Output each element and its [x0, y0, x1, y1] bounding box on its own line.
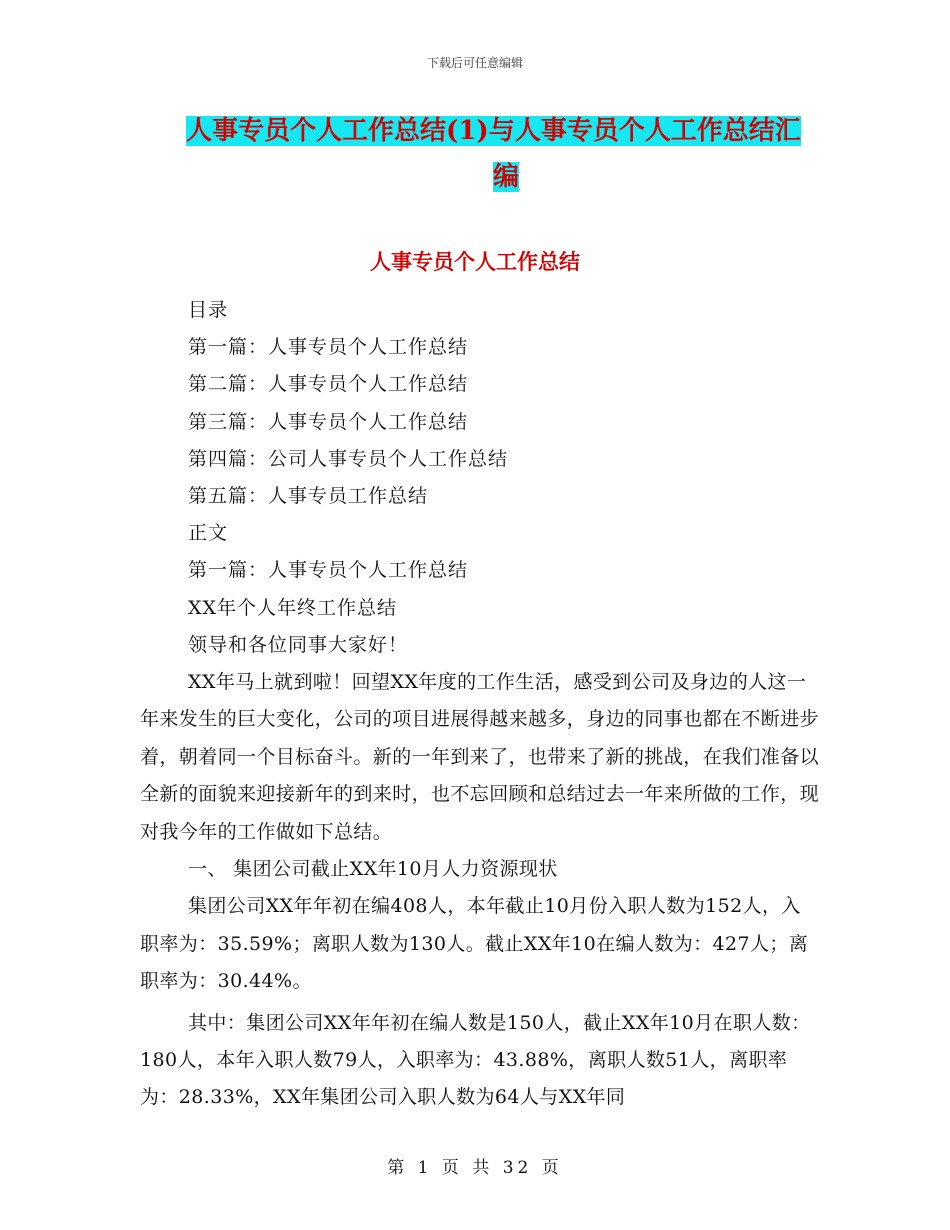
- paragraph: 集团公司XX年年初在编408人，本年截止10月份入职人数为152人，入职率为：35.59%；离职人数为130人。截止XX年10在编人数为：427人；离职率为：30.44%。: [140, 895, 809, 993]
- header-note: 下载后可任意编辑: [426, 56, 523, 70]
- document-title-line2: 编: [492, 162, 519, 192]
- toc-line: 第四篇：公司人事专员个人工作总结: [188, 447, 509, 470]
- toc-line: 第三篇：人事专员个人工作总结: [188, 410, 469, 433]
- toc-line: XX年个人年终工作总结: [188, 596, 398, 619]
- body-text: [140, 664, 820, 1117]
- document-title: [186, 108, 826, 200]
- toc-line: 目录: [188, 299, 229, 321]
- toc-line: 第一篇：人事专员个人工作总结: [188, 559, 469, 582]
- page-number: 第 1 页 共 32 页: [387, 1158, 563, 1178]
- toc-line: 第五篇：人事专员工作总结: [188, 485, 429, 508]
- table-of-contents: [188, 292, 508, 664]
- document-title-line1: 人事专员个人工作总结(1)与人事专员个人工作总结汇: [186, 116, 801, 146]
- section-title: 人事专员个人工作总结: [370, 249, 580, 274]
- paragraph: 其中：集团公司XX年年初在编人数是150人，截止XX年10月在职人数：180人，本年入职人数79人，入职率为：43.88%，离职人数51人，离职率为：28.33%，XX年集团公司入职人数为64人与XX年同: [140, 1011, 811, 1109]
- toc-line: 领导和各位同事大家好！: [188, 633, 409, 656]
- paragraph: XX年马上就到啦！回望XX年度的工作生活，感受到公司及身边的人这一年来发生的巨大变化，公司的项目进展得越来越多，身边的同事也都在不断进步着，朝着同一个目标奋斗。新的一年到来了，也带来了新的挑战，在我们准备以全新的面貌来迎接新年的到来时，也不忘回顾和总结过去一年来所做的工作，现对我今年的工作做如下总结。: [140, 671, 820, 843]
- section-heading: 一、 集团公司截止XX年10月人力资源现状: [188, 858, 558, 881]
- toc-line: 第一篇：人事专员个人工作总结: [188, 336, 469, 359]
- toc-line: 第二篇：人事专员个人工作总结: [188, 373, 469, 396]
- toc-line: 正文: [188, 522, 229, 545]
